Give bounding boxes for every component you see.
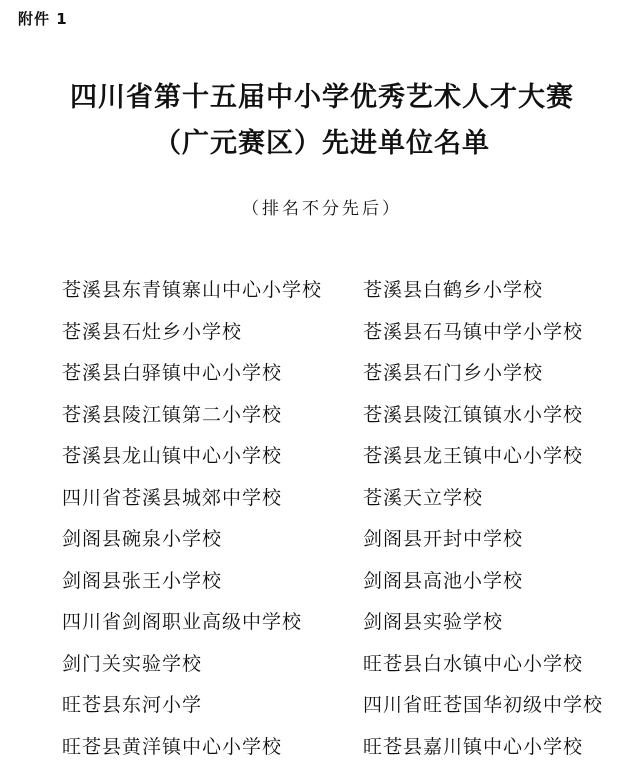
unit-name: 旺苍县东河小学 (62, 693, 202, 717)
unit-name: 旺苍县嘉川镇中心小学校 (363, 735, 583, 759)
list-row (0, 278, 644, 320)
unit-name: 苍溪县龙王镇中心小学校 (363, 444, 583, 468)
unit-name: 剑阁县实验学校 (363, 610, 503, 634)
list-row (0, 610, 644, 652)
unit-name: 四川省苍溪县城郊中学校 (62, 486, 282, 510)
document-title-line-2: （广元赛区）先进单位名单 (0, 121, 644, 160)
unit-name: 剑阁县碗泉小学校 (62, 527, 222, 551)
unit-name: 四川省剑阁职业高级中学校 (62, 610, 302, 634)
list-row (0, 361, 644, 403)
list-row (0, 403, 644, 445)
unit-name: 剑门关实验学校 (62, 652, 202, 676)
unit-name: 苍溪县石马镇中学小学校 (363, 320, 583, 344)
advanced-units-list (0, 278, 644, 776)
unit-name: 剑阁县开封中学校 (363, 527, 523, 551)
unit-name: 苍溪县东青镇寨山中心小学校 (62, 278, 322, 302)
list-row (0, 569, 644, 611)
unit-name: 苍溪县白鹤乡小学校 (363, 278, 543, 302)
unit-name: 苍溪县龙山镇中心小学校 (62, 444, 282, 468)
unit-name: 苍溪县白驿镇中心小学校 (62, 361, 282, 385)
list-row (0, 444, 644, 486)
unit-name: 苍溪县石灶乡小学校 (62, 320, 242, 344)
list-row (0, 735, 644, 776)
list-row (0, 527, 644, 569)
ranking-note: （排名不分先后） (0, 194, 644, 219)
list-row (0, 652, 644, 694)
unit-name: 苍溪县陵江镇第二小学校 (62, 403, 282, 427)
unit-name: 苍溪县陵江镇镇水小学校 (363, 403, 583, 427)
unit-name: 苍溪县石门乡小学校 (363, 361, 543, 385)
unit-name: 苍溪天立学校 (363, 486, 483, 510)
unit-name: 旺苍县黄洋镇中心小学校 (62, 735, 282, 759)
unit-name: 剑阁县张王小学校 (62, 569, 222, 593)
unit-name: 剑阁县高池小学校 (363, 569, 523, 593)
unit-name: 四川省旺苍国华初级中学校 (363, 693, 603, 717)
list-row (0, 486, 644, 528)
list-row (0, 693, 644, 735)
attachment-label: 附件 1 (18, 8, 68, 29)
list-row (0, 320, 644, 362)
document-title-line-1: 四川省第十五届中小学优秀艺术人才大赛 (0, 75, 644, 114)
unit-name: 旺苍县白水镇中心小学校 (363, 652, 583, 676)
